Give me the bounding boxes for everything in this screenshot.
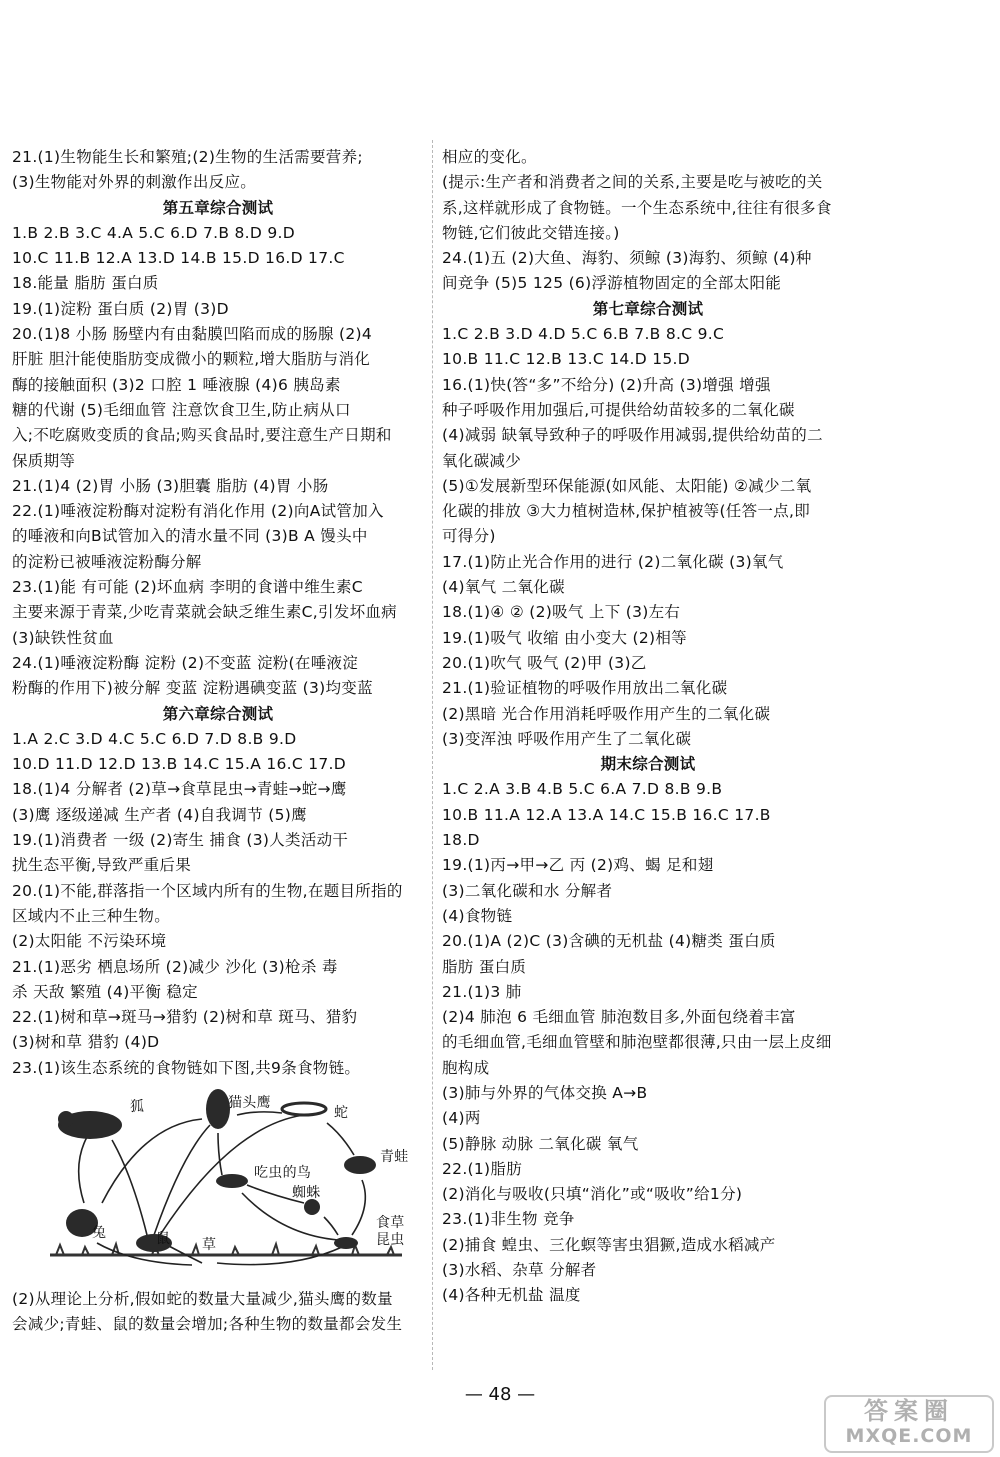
label-insect-bird: 吃虫的鸟 (254, 1164, 312, 1181)
site-watermark (824, 1395, 994, 1453)
answer-line: 胞构成 (442, 1058, 490, 1077)
answer-line: (3)变浑浊 呼吸作用产生了二氧化碳 (442, 729, 692, 748)
answer-column-left (12, 145, 424, 1338)
spider-figure (304, 1199, 320, 1215)
answer-line: 杀 天敌 繁殖 (4)平衡 稳定 (12, 982, 198, 1001)
answer-line: (4)两 (442, 1109, 481, 1128)
answer-line: 21.(1)4 (2)胃 小肠 (3)胆囊 脂肪 (4)胃 小肠 (12, 476, 329, 495)
answer-line: 1.C 2.A 3.B 4.B 5.C 6.A 7.D 8.B 9.B (442, 780, 723, 799)
answer-line: 可得分) (442, 527, 496, 546)
answer-line: (5)静脉 动脉 二氧化碳 氧气 (442, 1134, 639, 1153)
answer-line: 入;不吃腐败变质的食品;购买食品时,要注意生产日期和 (12, 426, 392, 445)
answer-line: 酶的接触面积 (3)2 口腔 1 唾液腺 (4)6 胰岛素 (12, 375, 341, 394)
link-frog-snake (327, 1123, 354, 1155)
answer-line: (3)鹰 逐级递减 生产者 (4)自我调节 (5)鹰 (12, 805, 307, 824)
answer-line: 系,这样就形成了食物链。一个生态系统中,往往有很多食 (442, 198, 832, 217)
link-mouse-fox (112, 1140, 147, 1235)
food-web-figure (42, 1085, 412, 1285)
answer-line: (3)肺与外界的气体交换 A→B (442, 1083, 648, 1102)
answer-line: 种子呼吸作用加强后,可提供给幼苗较多的二氧化碳 (442, 400, 795, 419)
answer-line: 的毛细血管,毛细血管壁和肺泡壁都很薄,只由一层上皮细 (442, 1033, 832, 1052)
watermark-url: MXQE.COM (845, 1425, 973, 1447)
answer-line: 间竞争 (5)5 125 (6)浮游植物固定的全部太阳能 (442, 274, 782, 293)
left-answer-lines (12, 145, 424, 1081)
answer-line: 21.(1)生物能生长和繁殖;(2)生物的生活需要营养; (12, 148, 363, 166)
food-web-drawing (42, 1085, 412, 1285)
answer-line: 17.(1)防止光合作用的进行 (2)二氧化碳 (3)氧气 (442, 552, 784, 571)
answer-line: 21.(1)恶劣 栖息场所 (2)减少 沙化 (3)枪杀 毒 (12, 957, 338, 976)
answer-line: 1.B 2.B 3.C 4.A 5.C 6.D 7.B 8.D 9.D (12, 223, 295, 242)
answer-line: 会减少;青蛙、鼠的数量会增加;各种生物的数量都会发生 (12, 1315, 403, 1334)
link-snake-owl (237, 1112, 282, 1115)
answer-line: 16.(1)快(答“多”不给分) (2)升高 (3)增强 增强 (442, 375, 771, 394)
answer-line: (4)减弱 缺氧导致种子的呼吸作用减弱,提供给幼苗的二 (442, 426, 823, 445)
link-rabbit-fox (79, 1137, 87, 1203)
answer-line: (4)食物链 (442, 906, 513, 925)
answer-line: 保质期等 (12, 451, 76, 470)
answer-line: (3)生物能对外界的刺激作出反应。 (12, 173, 257, 192)
answer-line: 物链,它们彼此交错连接。) (442, 223, 620, 242)
answer-line: 10.C 11.B 12.A 13.D 14.B 15.D 16.D 17.C (12, 249, 345, 268)
answer-line: (2)太阳能 不污染环境 (12, 932, 167, 951)
answer-line: 20.(1)A (2)C (3)含碘的无机盐 (4)糖类 蛋白质 (442, 932, 776, 951)
answer-line: (4)氧气 二氧化碳 (442, 578, 565, 597)
watermark-logo-text: 答案圈 (864, 1397, 954, 1425)
link-bird-owl (218, 1133, 222, 1175)
answer-line: 22.(1)脂肪 (442, 1159, 523, 1178)
answer-line: 18.(1)④ ② (2)吸气 上下 (3)左右 (442, 603, 681, 622)
answer-line: (3)二氧化碳和水 分解者 (442, 881, 613, 900)
label-spider: 蜘蛛 (292, 1184, 321, 1201)
answer-line: (提示:生产者和消费者之间的关系,主要是吃与被吃的关 (442, 173, 823, 192)
answer-line: (3)树和草 猎豹 (4)D (12, 1033, 160, 1052)
right-answer-lines (442, 145, 854, 1309)
section-heading: 第七章综合测试 (592, 299, 704, 318)
answer-line: 化碳的排放 ③大力植树造林,保护植被等(任答一点,即 (442, 502, 811, 521)
answer-column-right (442, 145, 854, 1309)
answer-line: 18.D (442, 831, 480, 850)
answer-line: 20.(1)不能,群落指一个区域内所有的生物,在题目所指的 (12, 881, 403, 900)
answer-line: 氧化碳减少 (442, 451, 522, 470)
answer-line: 22.(1)树和草→斑马→猎豹 (2)树和草 斑马、猎豹 (12, 1008, 358, 1027)
label-grass: 草 (202, 1236, 217, 1253)
food-web-links (79, 1112, 366, 1265)
insect-figure (334, 1237, 358, 1249)
answer-line: 21.(1)3 肺 (442, 982, 522, 1001)
answer-line: 20.(1)吹气 吸气 (2)甲 (3)乙 (442, 653, 647, 672)
left-answer-lines-after-figure (12, 1287, 424, 1338)
answer-line: (2)从理论上分析,假如蛇的数量大量减少,猫头鹰的数量 (12, 1289, 393, 1308)
answer-line: (2)捕食 蝗虫、三化螟等害虫猖獗,造成水稻减产 (442, 1235, 776, 1254)
answer-line: 19.(1)丙→甲→乙 丙 (2)鸡、蝎 足和翅 (442, 856, 714, 875)
answer-line: 脂肪 蛋白质 (442, 957, 527, 976)
snake-figure (282, 1103, 326, 1115)
column-divider (432, 140, 433, 1370)
answer-line: 23.(1)该生态系统的食物链如下图,共9条食物链。 (12, 1058, 361, 1077)
answer-line: 10.D 11.D 12.D 13.B 14.C 15.A 16.C 17.D (12, 755, 347, 774)
link-insect-spider (324, 1217, 338, 1235)
label-mouse: 鼠 (156, 1230, 171, 1247)
answer-line: (2)黑暗 光合作用消耗呼吸作用产生的二氧化碳 (442, 704, 771, 723)
answer-line: 18.(1)4 分解者 (2)草→食草昆虫→青蛙→蛇→鹰 (12, 780, 347, 799)
label-herbivorous-insect: 食草昆虫 (376, 1214, 405, 1248)
answer-line: 19.(1)淀粉 蛋白质 (2)胃 (3)D (12, 299, 229, 318)
answer-line: 的唾液和向B试管加入的清水量不同 (3)B A 馒头中 (12, 527, 368, 546)
section-heading: 第五章综合测试 (162, 198, 274, 217)
answer-line: (5)①发展新型环保能源(如风能、太阳能) ②减少二氧 (442, 476, 812, 495)
owl-figure (206, 1089, 230, 1129)
answer-line: (3)水稻、杂草 分解者 (442, 1261, 597, 1280)
answer-line: 主要来源于青菜,少吃青菜就会缺乏维生素C,引发坏血病 (12, 603, 397, 622)
answer-line: 24.(1)唾液淀粉酶 淀粉 (2)不变蓝 淀粉(在唾液淀 (12, 653, 359, 672)
answer-line: 20.(1)8 小肠 肠壁内有由黏膜凹陷而成的肠腺 (2)4 (12, 325, 373, 344)
answer-line: 粉酶的作用下)被分解 变蓝 淀粉遇碘变蓝 (3)均变蓝 (12, 679, 373, 698)
answer-line: 区域内不止三种生物。 (12, 906, 171, 925)
answer-line: 1.A 2.C 3.D 4.C 5.C 6.D 7.D 8.B 9.D (12, 729, 297, 748)
answer-line: (2)4 肺泡 6 毛细血管 肺泡数目多,外面包绕着丰富 (442, 1008, 796, 1027)
answer-line: 10.B 11.C 12.B 13.C 14.D 15.D (442, 350, 691, 369)
answer-line: 扰生态平衡,导致严重后果 (12, 856, 192, 875)
answer-line: 19.(1)吸气 收缩 由小变大 (2)相等 (442, 628, 687, 647)
answer-line: 肝脏 胆汁能使脂肪变成微小的颗粒,增大脂肪与消化 (12, 350, 371, 369)
answer-line: 1.C 2.B 3.D 4.D 5.C 6.B 7.B 8.C 9.C (442, 325, 725, 344)
link-insect-frog (352, 1180, 365, 1235)
answer-line: 的淀粉已被唾液淀粉酶分解 (12, 552, 202, 571)
label-rabbit: 兔 (92, 1224, 107, 1241)
label-fox: 狐 (130, 1098, 145, 1115)
answer-line: 21.(1)验证植物的呼吸作用放出二氧化碳 (442, 679, 728, 698)
answer-line: 22.(1)唾液淀粉酶对淀粉有消化作用 (2)向A试管加入 (12, 502, 384, 521)
answer-line: 24.(1)五 (2)大鱼、海豹、须鲸 (3)海豹、须鲸 (4)种 (442, 249, 812, 268)
answer-line: 10.B 11.A 12.A 13.A 14.C 15.B 16.C 17.B (442, 805, 771, 824)
answer-line: 19.(1)消费者 一级 (2)寄生 捕食 (3)人类活动干 (12, 831, 349, 850)
answer-line: (3)缺铁性贫血 (12, 628, 114, 647)
frog-figure (344, 1156, 376, 1174)
section-heading: 期末综合测试 (600, 755, 696, 774)
answer-line: 相应的变化。 (442, 148, 537, 166)
answer-line: 23.(1)能 有可能 (2)坏血病 李明的食谱中维生素C (12, 578, 363, 597)
answer-line: 糖的代谢 (5)毛细血管 注意饮食卫生,防止病从口 (12, 400, 351, 419)
label-frog: 青蛙 (380, 1148, 409, 1165)
page-number: — 48 — (464, 1384, 536, 1405)
answer-line: 23.(1)非生物 竞争 (442, 1210, 575, 1229)
answer-line: (2)消化与吸收(只填“消化”或“吸收”给1分) (442, 1185, 743, 1204)
bird-figure (216, 1174, 248, 1188)
answer-line: 18.能量 脂肪 蛋白质 (12, 274, 159, 293)
label-snake: 蛇 (334, 1104, 349, 1121)
section-heading: 第六章综合测试 (162, 704, 274, 723)
label-owl: 猫头鹰 (228, 1094, 271, 1111)
answer-line: (4)各种无机盐 温度 (442, 1286, 581, 1305)
